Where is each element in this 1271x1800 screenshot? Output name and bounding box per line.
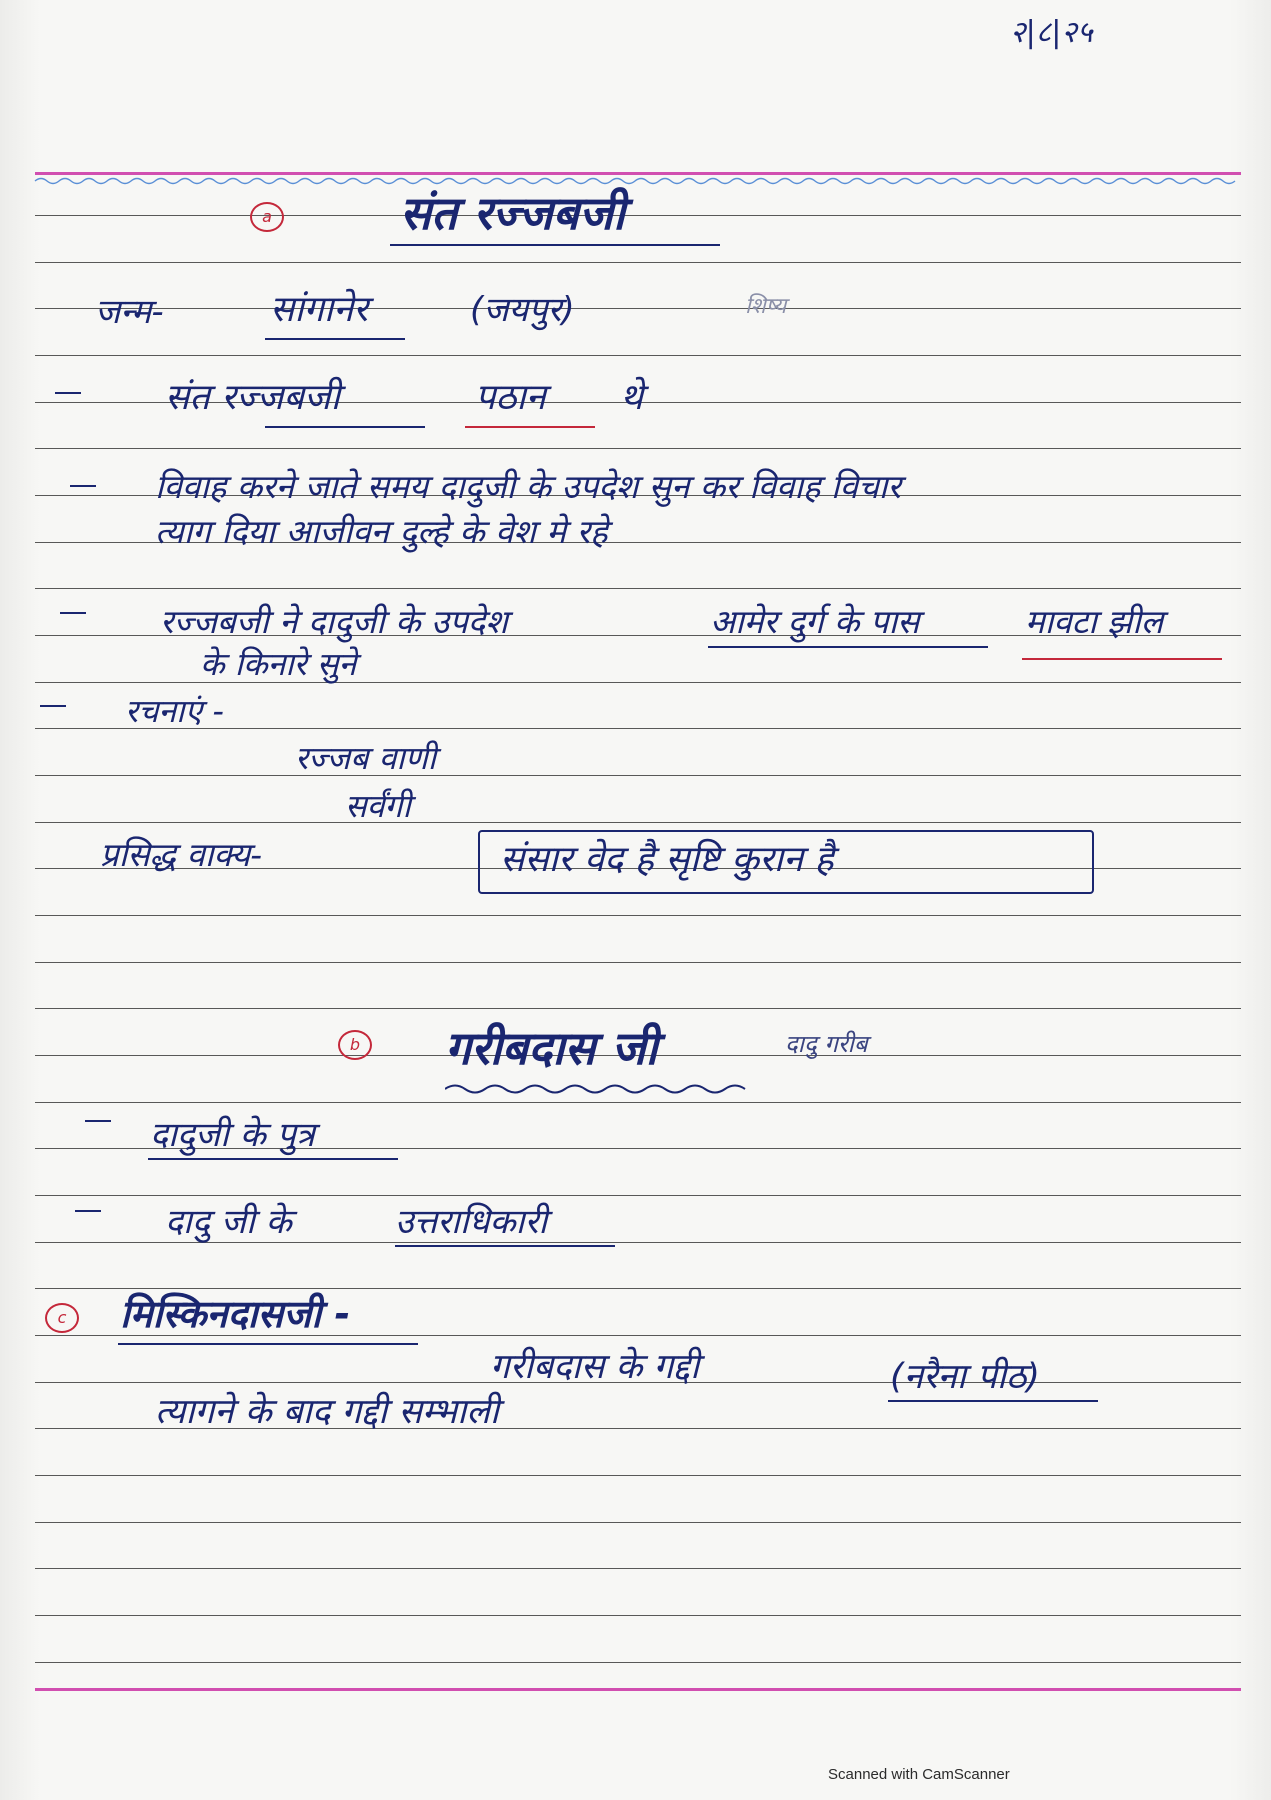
bullet-dash	[40, 705, 66, 707]
section-b-point2-end: उत्तराधिकारी	[395, 1202, 548, 1242]
work-item: रज्जब वाणी	[295, 739, 437, 777]
ruled-line	[35, 1568, 1241, 1569]
section-c-title-underline	[118, 1343, 418, 1345]
section-c-line1-end: (नरैना पीठ)	[890, 1357, 1040, 1397]
bullet-dash	[55, 392, 81, 394]
work-item: सर्वंगी	[345, 787, 411, 825]
section-c-line1-start: गरीबदास के गद्दी	[490, 1347, 700, 1387]
ruled-line	[35, 1615, 1241, 1616]
title-underline	[390, 244, 720, 246]
bullet-dash	[60, 612, 86, 614]
bullet-dash	[75, 1210, 101, 1212]
line3-mid: आमेर दुर्ग के पास	[710, 602, 920, 641]
line1-highlight: पठान	[475, 377, 546, 418]
page-date: २|८|२५	[1010, 15, 1093, 50]
birth-label: जन्म-	[95, 292, 164, 332]
section-c-title: मिस्किनदासजी -	[120, 1292, 351, 1336]
footer-margin-line	[35, 1688, 1241, 1691]
ruled-line	[35, 262, 1241, 263]
ruled-line	[35, 215, 1241, 216]
line3-start: रज्जबजी ने दादुजी के उपदेश	[160, 602, 508, 641]
ruled-line	[35, 1008, 1241, 1009]
point2-underline	[395, 1245, 615, 1247]
ruled-line	[35, 588, 1241, 589]
ruled-line	[35, 962, 1241, 963]
line1-end: थे	[620, 377, 644, 418]
bullet-dash	[85, 1120, 111, 1122]
ruled-line	[35, 775, 1241, 776]
section-a-title: संत रज्जबजी	[400, 186, 625, 240]
ruled-line	[35, 1102, 1241, 1103]
section-c-marker: c	[45, 1303, 79, 1333]
section-c-line2: त्यागने के बाद गद्दी सम्भाली	[155, 1392, 499, 1432]
title-wavy-underline	[445, 1082, 755, 1096]
line2-part-a: विवाह करने जाते समय दादुजी के उपदेश सुन कर विवाह विचार	[155, 467, 901, 506]
birth-place: सांगानेर	[270, 289, 368, 330]
section-b-marker: b	[338, 1030, 372, 1060]
lake-underline	[1022, 658, 1222, 660]
seat-underline	[888, 1400, 1098, 1402]
quote-text: संसार वेद है सृष्टि कुरान है	[500, 839, 834, 880]
ruled-line	[35, 1242, 1241, 1243]
section-b-title: गरीबदास जी	[445, 1021, 658, 1075]
line1-underline	[265, 426, 425, 428]
point1-underline	[148, 1158, 398, 1160]
quote-label: प्रसिद्ध वाक्य-	[100, 835, 263, 874]
ruled-line	[35, 1288, 1241, 1289]
birth-place-underline	[265, 338, 405, 340]
line2-part-b: त्याग दिया आजीवन दुल्हे के वेश मे रहे	[155, 512, 608, 551]
birth-region: (जयपुर)	[470, 290, 575, 330]
ruled-line	[35, 822, 1241, 823]
highlight-underline	[465, 426, 595, 428]
ruled-line	[35, 355, 1241, 356]
works-label: रचनाएं -	[125, 692, 224, 730]
decorative-wave-border	[35, 176, 1241, 186]
ruled-line	[35, 1195, 1241, 1196]
section-b-side-note: दादु गरीब	[785, 1030, 868, 1058]
line1-text: संत रज्जबजी	[165, 377, 340, 418]
bullet-dash	[70, 485, 96, 487]
scanner-watermark: Scanned with CamScanner	[828, 1766, 1010, 1783]
line3-part-b: के किनारे सुने	[200, 645, 357, 683]
header-margin-line	[35, 172, 1241, 175]
faint-note: शिष्य	[745, 294, 787, 319]
ruled-line	[35, 1475, 1241, 1476]
ruled-line	[35, 1522, 1241, 1523]
ruled-line	[35, 308, 1241, 309]
line3-mid-underline	[708, 646, 988, 648]
section-b-point2-start: दादु जी के	[165, 1202, 292, 1242]
section-a-marker: a	[250, 202, 284, 232]
section-b-point1: दादुजी के पुत्र	[150, 1115, 315, 1155]
ruled-line	[35, 1662, 1241, 1663]
ruled-line	[35, 915, 1241, 916]
ruled-line	[35, 448, 1241, 449]
line3-end: मावटा झील	[1025, 602, 1164, 641]
